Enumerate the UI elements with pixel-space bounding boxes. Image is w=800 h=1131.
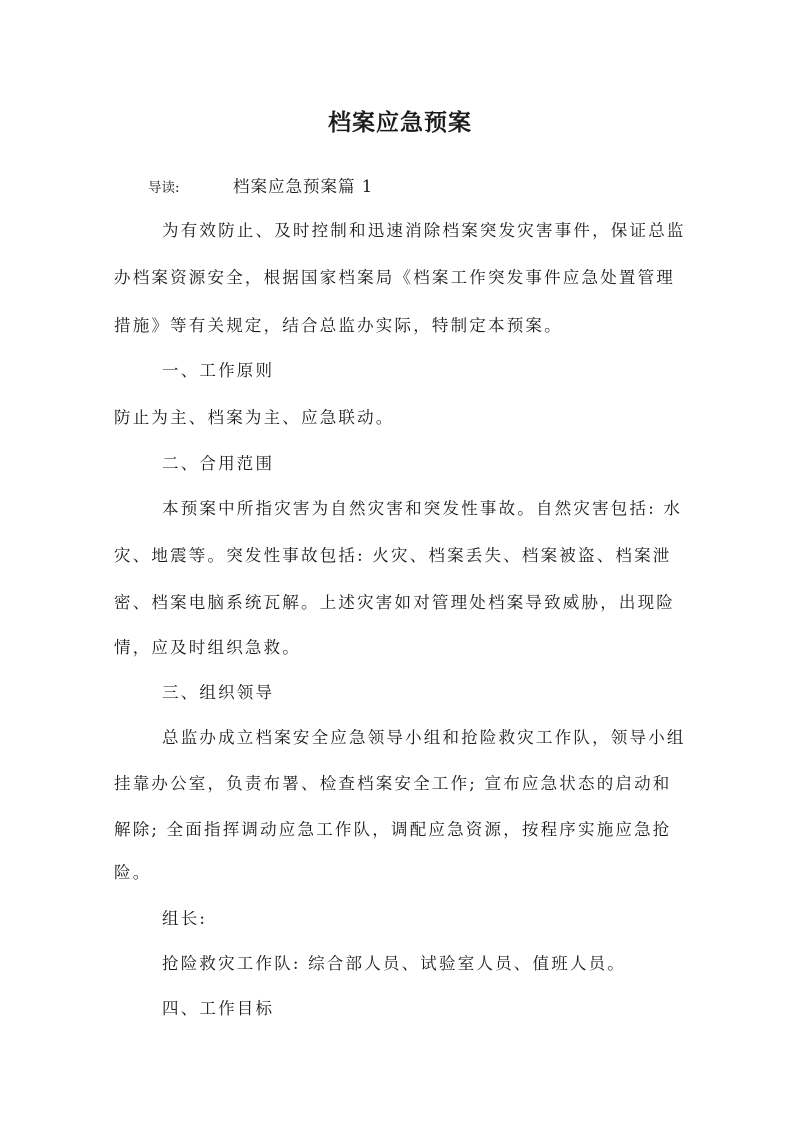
intro-label: 导读: (148, 180, 180, 196)
intro-text: 档案应急预案篇 1 (233, 177, 374, 196)
paragraph-principles: 防止为主、档案为主、应急联动。 (114, 408, 395, 427)
paragraph-purpose-line-1: 为有效防止、及时控制和迅速消除档案突发灾害事件，保证总监 (162, 221, 686, 240)
document-title: 档案应急预案 (328, 110, 472, 136)
paragraph-purpose-line-3: 措施》等有关规定，结合总监办实际，特制定本预案。 (114, 316, 563, 335)
paragraph-team-leader: 组长: (162, 909, 208, 928)
paragraph-scope-line-4: 情，应及时组织急救。 (114, 638, 301, 657)
heading-work-goals: 四、工作目标 (162, 999, 275, 1018)
heading-scope: 二、合用范围 (162, 454, 275, 473)
paragraph-organization-line-1: 总监办成立档案安全应急领导小组和抢险救灾工作队，领导小组 (162, 728, 686, 747)
paragraph-organization-line-2: 挂靠办公室，负责布署、检查档案安全工作; 宣布应急状态的启动和 (114, 774, 672, 793)
paragraph-scope-line-2: 灾、地震等。突发性事故包括: 火灾、档案丢失、档案被盗、档案泄 (114, 546, 672, 565)
paragraph-organization-line-4: 险。 (114, 863, 152, 882)
heading-organization: 三、组织领导 (162, 683, 275, 702)
paragraph-scope-line-3: 密、档案电脑系统瓦解。上述灾害如对管理处档案导致威胁，出现险 (114, 593, 675, 612)
heading-work-principles: 一、工作原则 (162, 361, 275, 380)
paragraph-rescue-team: 抢险救灾工作队: 综合部人员、试验室人员、值班人员。 (162, 954, 627, 973)
paragraph-purpose-line-2: 办档案资源安全，根据国家档案局《档案工作突发事件应急处置管理 (114, 268, 675, 287)
paragraph-organization-line-3: 解除; 全面指挥调动应急工作队，调配应急资源，按程序实施应急抢 (114, 820, 672, 839)
paragraph-scope-line-1: 本预案中所指灾害为自然灾害和突发性事故。自然灾害包括: 水 (162, 499, 683, 518)
intro-line (0, 173, 800, 203)
